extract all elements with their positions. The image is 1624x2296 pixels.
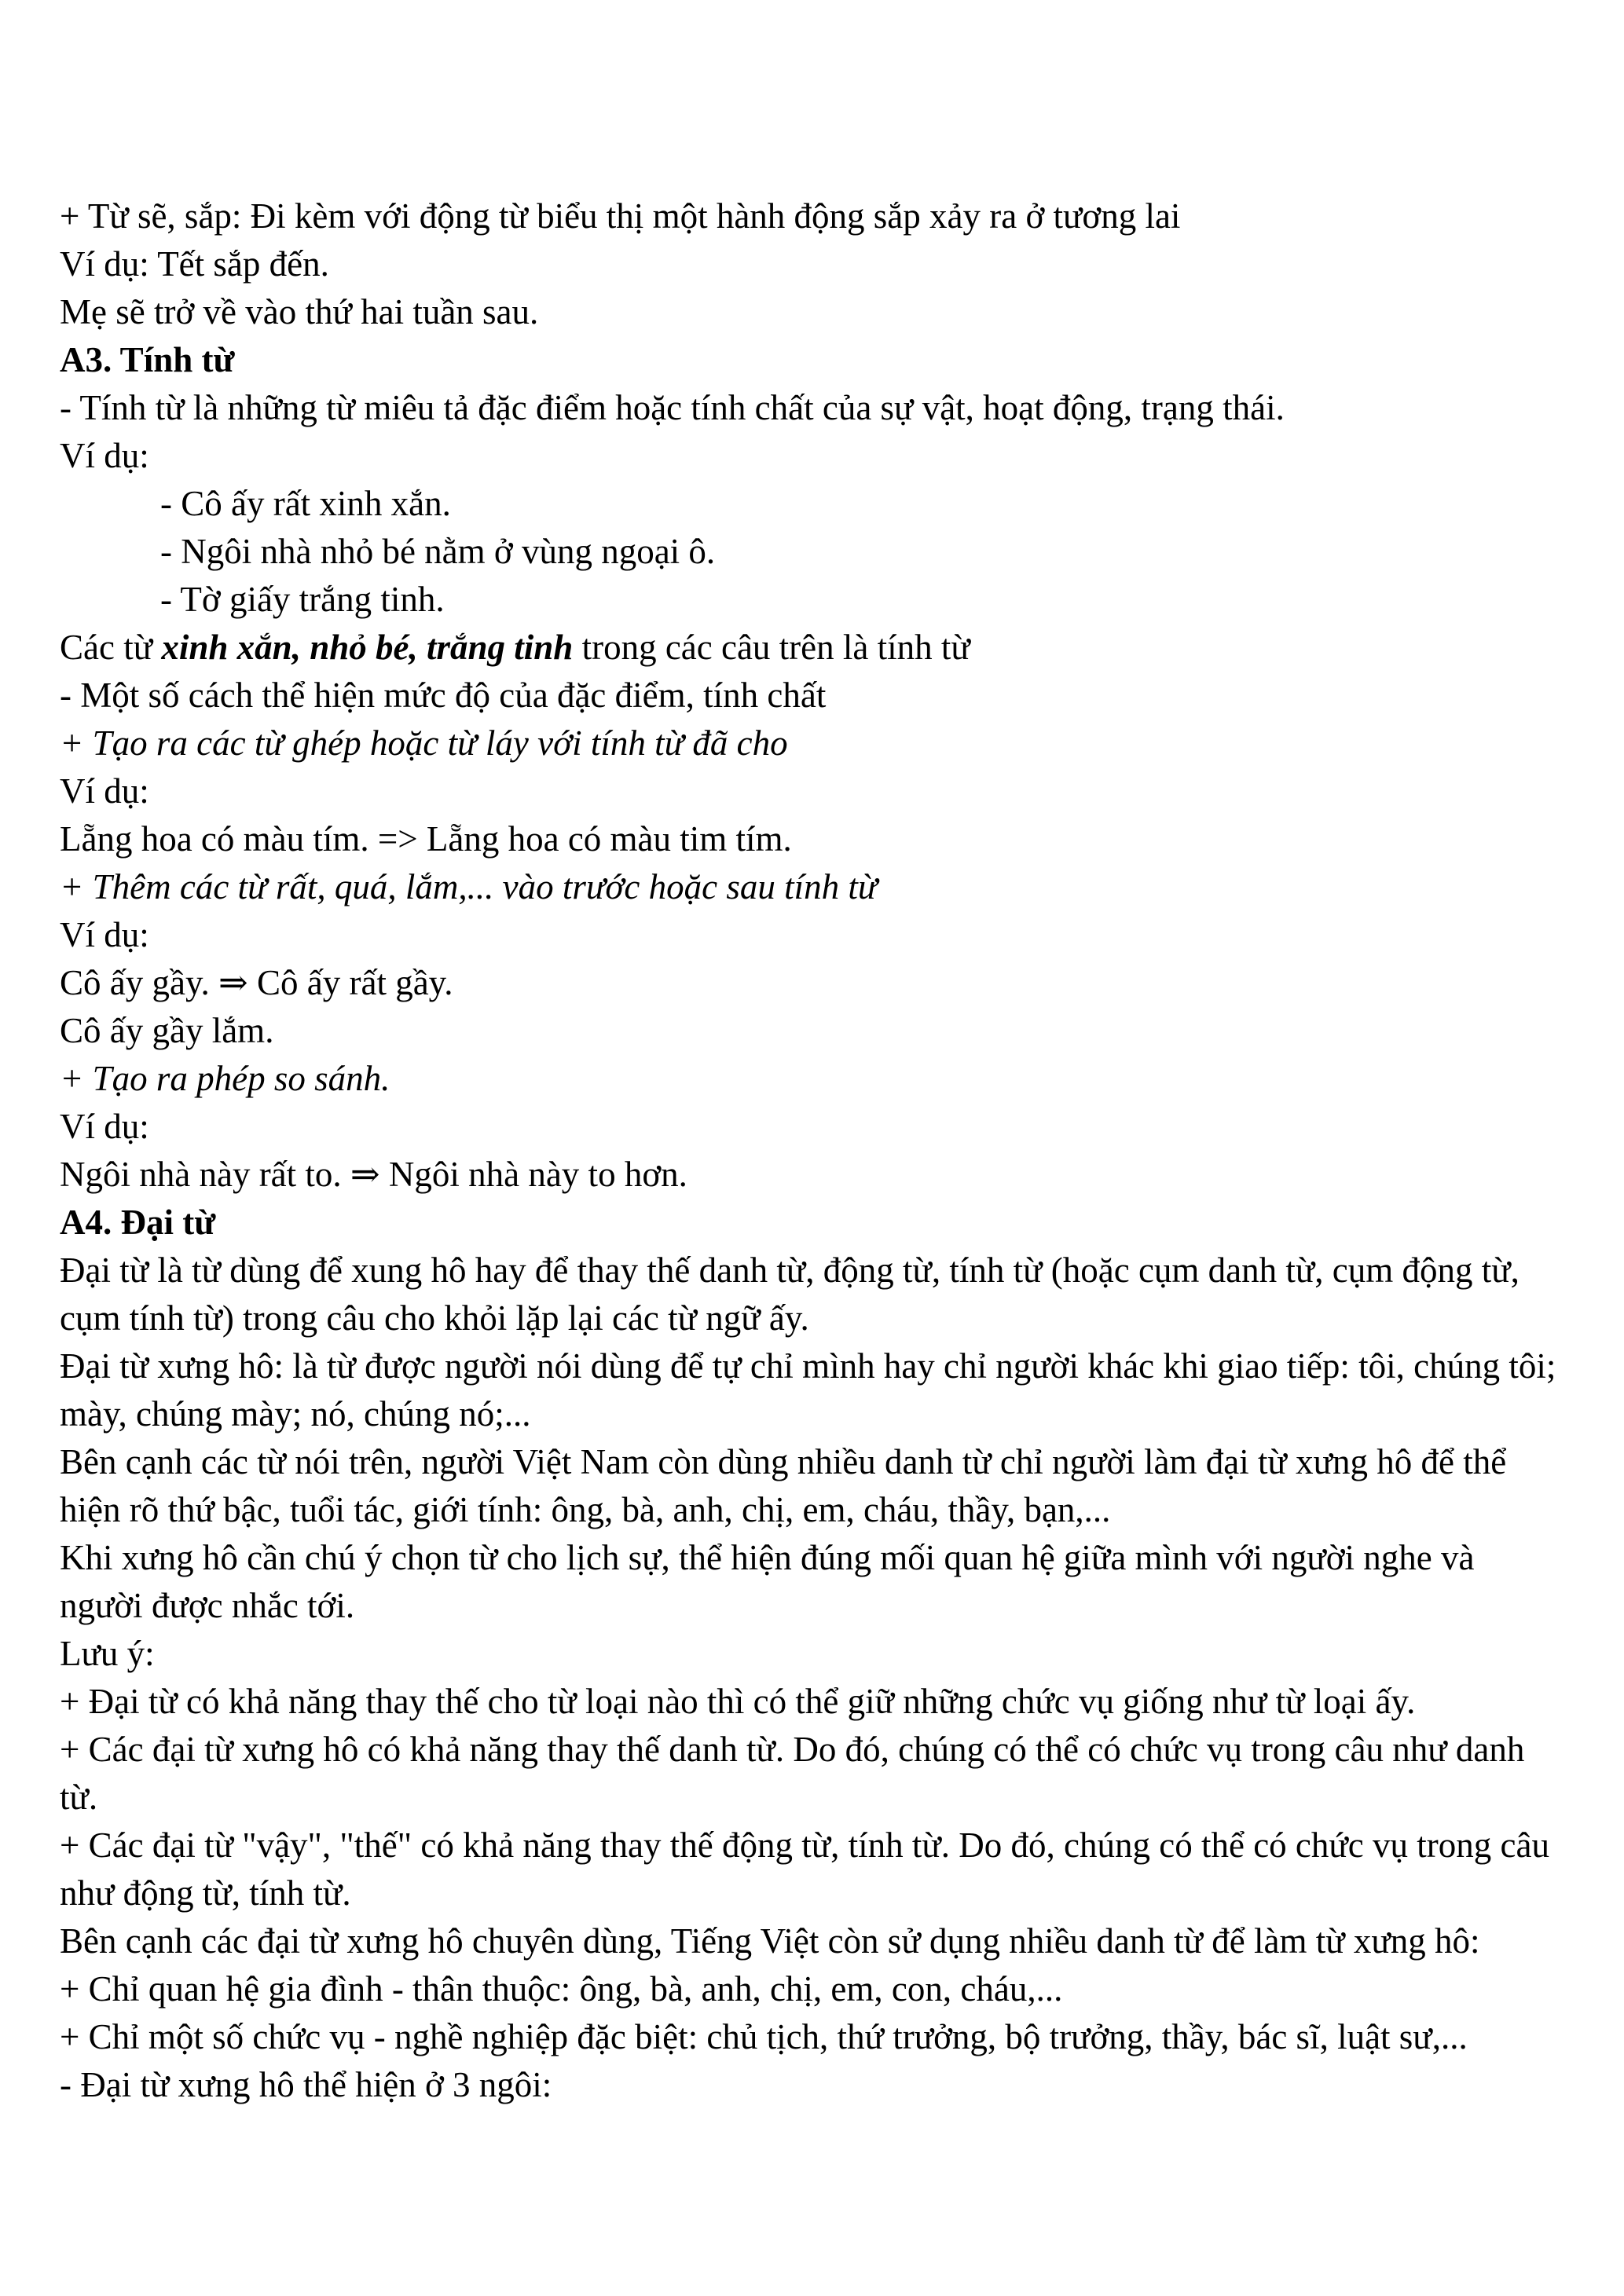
text-run: Đại từ là từ dùng để xung hô hay để thay thế danh từ, động từ, tính từ (hoặc cụm danh từ, cụm động từ, [60, 1251, 1520, 1290]
text-line [60, 240, 1577, 288]
text-line [60, 1007, 1577, 1055]
text-run: từ. [60, 1778, 98, 1817]
text-run: Ví dụ: Tết sắp đến. [60, 244, 329, 284]
text-run: Khi xưng hô cần chú ý chọn từ cho lịch sự, thể hiện đúng mối quan hệ giữa mình với người nghe và [60, 1538, 1475, 1577]
text-line [60, 911, 1577, 959]
text-run: Đại từ xưng hô: là từ được người nói dùng để tự chỉ mình hay chỉ người khác khi giao tiếp: tôi, chúng tôi; [60, 1346, 1556, 1386]
text-run: Ví dụ: [60, 1107, 149, 1146]
text-run: Ví dụ: [60, 436, 149, 475]
text-line [60, 1151, 1577, 1199]
text-line [60, 1055, 1577, 1103]
text-run: Lẵng hoa có màu tím. => Lẵng hoa có màu tim tím. [60, 819, 792, 859]
text-line [60, 2061, 1577, 2109]
text-run: - Ngôi nhà nhỏ bé nằm ở vùng ngoại ô. [160, 532, 716, 571]
text-line [60, 1199, 1577, 1247]
text-run: Cô ấy gầy lắm. [60, 1011, 274, 1050]
text-run: - Đại từ xưng hô thể hiện ở 3 ngôi: [60, 2065, 552, 2104]
text-run: cụm tính từ) trong câu cho khỏi lặp lại các từ ngữ ấy. [60, 1298, 809, 1338]
text-run: + Từ sẽ, sắp: Đi kèm với động từ biểu thị một hành động sắp xảy ra ở tương lai [60, 196, 1181, 236]
text-line [60, 767, 1577, 815]
text-line [60, 336, 1577, 384]
text-run: - Cô ấy rất xinh xắn. [160, 484, 451, 523]
text-line [60, 1486, 1577, 1534]
document-text [60, 192, 1577, 2109]
text-line [60, 1438, 1577, 1486]
text-line [60, 1869, 1577, 1917]
text-line [60, 1390, 1577, 1438]
text-line [60, 720, 1577, 767]
text-line [60, 1247, 1577, 1294]
text-line [60, 1965, 1577, 2013]
text-run: + Đại từ có khả năng thay thế cho từ loại nào thì có thể giữ những chức vụ giống như từ loại ấy. [60, 1682, 1416, 1721]
text-line [60, 576, 1577, 624]
text-line [60, 288, 1577, 336]
text-line [60, 863, 1577, 911]
text-run: Bên cạnh các đại từ xưng hô chuyên dùng, Tiếng Việt còn sử dụng nhiều danh từ để làm từ xưng hô: [60, 1921, 1480, 1961]
text-line [60, 1534, 1577, 1582]
text-line [60, 1342, 1577, 1390]
text-line [60, 624, 1577, 672]
text-run: Ví dụ: [60, 771, 149, 811]
text-line [60, 384, 1577, 432]
text-line [60, 2013, 1577, 2061]
text-line [60, 672, 1577, 720]
text-line [60, 1582, 1577, 1630]
text-line [60, 1726, 1577, 1774]
text-run: + Các đại từ "vậy", "thế" có khả năng thay thế động từ, tính từ. Do đó, chúng có thể có chức vụ trong câu [60, 1825, 1549, 1865]
text-line [60, 480, 1577, 528]
text-run: xinh xắn, nhỏ bé, trắng tinh [161, 628, 574, 667]
text-run: mày, chúng mày; nó, chúng nó;... [60, 1394, 531, 1434]
text-run: + Các đại từ xưng hô có khả năng thay thế danh từ. Do đó, chúng có thể có chức vụ trong câu như danh [60, 1730, 1525, 1769]
text-line [60, 192, 1577, 240]
text-run: - Tờ giấy trắng tinh. [160, 580, 445, 619]
text-run: hiện rõ thứ bậc, tuổi tác, giới tính: ông, bà, anh, chị, em, cháu, thầy, bạn,... [60, 1490, 1111, 1529]
text-run: trong các câu trên là tính từ [573, 628, 970, 667]
text-run: như động từ, tính từ. [60, 1873, 351, 1913]
text-line [60, 528, 1577, 576]
text-line [60, 1917, 1577, 1965]
text-run: Ngôi nhà này rất to. ⇒ Ngôi nhà này to hơn. [60, 1155, 687, 1194]
text-line [60, 1822, 1577, 1869]
text-line [60, 1103, 1577, 1151]
text-line [60, 959, 1577, 1007]
text-run: Lưu ý: [60, 1634, 155, 1673]
text-run: Ví dụ: [60, 915, 149, 954]
text-run: - Một số cách thể hiện mức độ của đặc điểm, tính chất [60, 676, 827, 715]
text-line [60, 1678, 1577, 1726]
text-line [60, 1294, 1577, 1342]
text-run: - Tính từ là những từ miêu tả đặc điểm hoặc tính chất của sự vật, hoạt động, trạng thái. [60, 388, 1285, 427]
text-run: Mẹ sẽ trở về vào thứ hai tuần sau. [60, 292, 539, 331]
text-run: A4. Đại từ [60, 1203, 216, 1242]
text-run: Cô ấy gầy. ⇒ Cô ấy rất gầy. [60, 963, 453, 1002]
text-line [60, 815, 1577, 863]
text-run: + Chỉ một số chức vụ - nghề nghiệp đặc biệt: chủ tịch, thứ trưởng, bộ trưởng, thầy, bác sĩ, luật sư,... [60, 2017, 1468, 2056]
text-line [60, 1774, 1577, 1822]
text-line [60, 1630, 1577, 1678]
text-run: A3. Tính từ [60, 340, 235, 379]
text-run: + Chỉ quan hệ gia đình - thân thuộc: ông, bà, anh, chị, em, con, cháu,... [60, 1969, 1063, 2009]
text-run: Các từ [60, 628, 162, 667]
text-line [60, 432, 1577, 480]
text-run: Bên cạnh các từ nói trên, người Việt Nam còn dùng nhiều danh từ chỉ người làm đại từ xưng hô để thể [60, 1442, 1507, 1481]
text-run: người được nhắc tới. [60, 1586, 355, 1625]
text-run: + Thêm các từ rất, quá, lắm,... vào trước hoặc sau tính từ [60, 867, 878, 906]
text-run: + Tạo ra các từ ghép hoặc từ láy với tính từ đã cho [60, 723, 788, 763]
text-run: + Tạo ra phép so sánh. [60, 1059, 390, 1098]
